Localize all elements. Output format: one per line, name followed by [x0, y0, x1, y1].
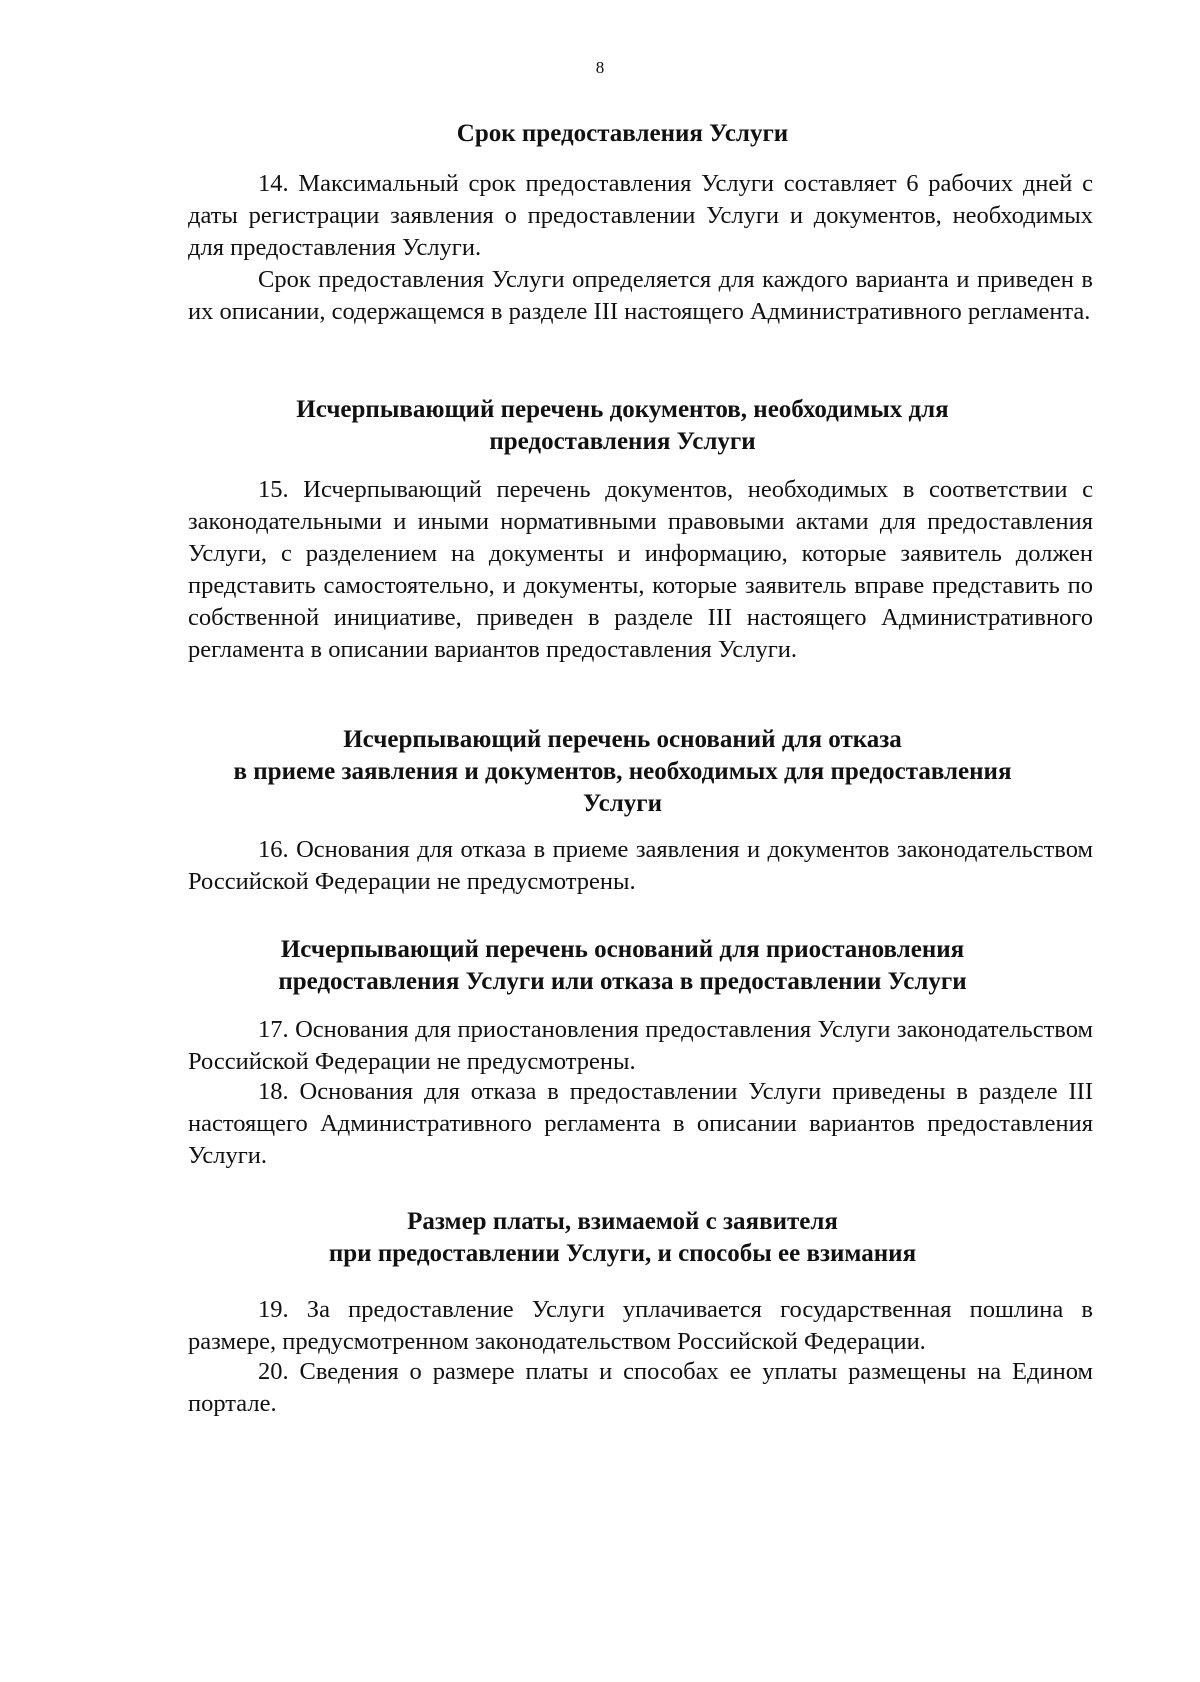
page-number: 8 — [595, 58, 605, 77]
heading-line: Услуги — [582, 790, 663, 817]
paragraph-19: 19. За предоставление Услуги уплачивается государственная пошлина в размере, предусмотренном законодательством Российской Федерации. — [188, 1296, 1093, 1355]
paragraph-15: 15. Исчерпывающий перечень документов, необходимых в соответствии с законодательными и иными нормативными правовыми актами для предоставления Услуги, с разделением на документы и информацию, которые заявитель должен представить самостоятельно, и документы, которые заявитель вправе представить по собственной инициативе, приведен в разделе III настоящего Административного регламента в описании вариантов предоставления Услуги. — [188, 476, 1093, 663]
heading-line: Исчерпывающий перечень оснований для приостановления — [280, 936, 965, 963]
heading-line: Размер платы, взимаемой с заявителя — [407, 1208, 838, 1235]
paragraph-14: 14. Максимальный срок предоставления Услуги составляет 6 рабочих дней с даты регистрации заявления о предоставлении Услуги и документов, необходимых для предоставления Услуги. — [188, 170, 1093, 261]
section-heading-refusal-acceptance — [160, 724, 1085, 820]
paragraph-16: 16. Основания для отказа в приеме заявления и документов законодательством Российской Федерации не предусмотрены. — [188, 836, 1093, 895]
section-heading-suspension — [160, 934, 1085, 998]
heading-line: при предоставлении Услуги, и способы ее взимания — [328, 1240, 917, 1267]
paragraph-term-description: Срок предоставления Услуги определяется для каждого варианта и приведен в их описании, содержащемся в разделе III настоящего Административного регламента. — [188, 266, 1093, 325]
heading-line: Срок предоставления Услуги — [456, 120, 789, 147]
heading-line: Исчерпывающий перечень оснований для отказа — [343, 726, 902, 753]
section-heading-service-term — [160, 118, 1085, 150]
paragraph-18: 18. Основания для отказа в предоставлении Услуги приведены в разделе III настоящего Административного регламента в описании вариантов предоставления Услуги. — [188, 1078, 1093, 1169]
heading-line: Исчерпывающий перечень документов, необходимых для — [296, 396, 949, 423]
section-heading-documents-list — [160, 394, 1085, 458]
heading-line: предоставления Услуги — [489, 428, 756, 455]
paragraph-17: 17. Основания для приостановления предоставления Услуги законодательством Российской Федерации не предусмотрены. — [188, 1016, 1093, 1075]
heading-line: в приеме заявления и документов, необходимых для предоставления — [233, 758, 1012, 785]
paragraph-20: 20. Сведения о размере платы и способах ее уплаты размещены на Едином портале. — [188, 1358, 1093, 1417]
heading-line: предоставления Услуги или отказа в предоставлении Услуги — [278, 968, 967, 995]
section-heading-fee — [160, 1206, 1085, 1270]
